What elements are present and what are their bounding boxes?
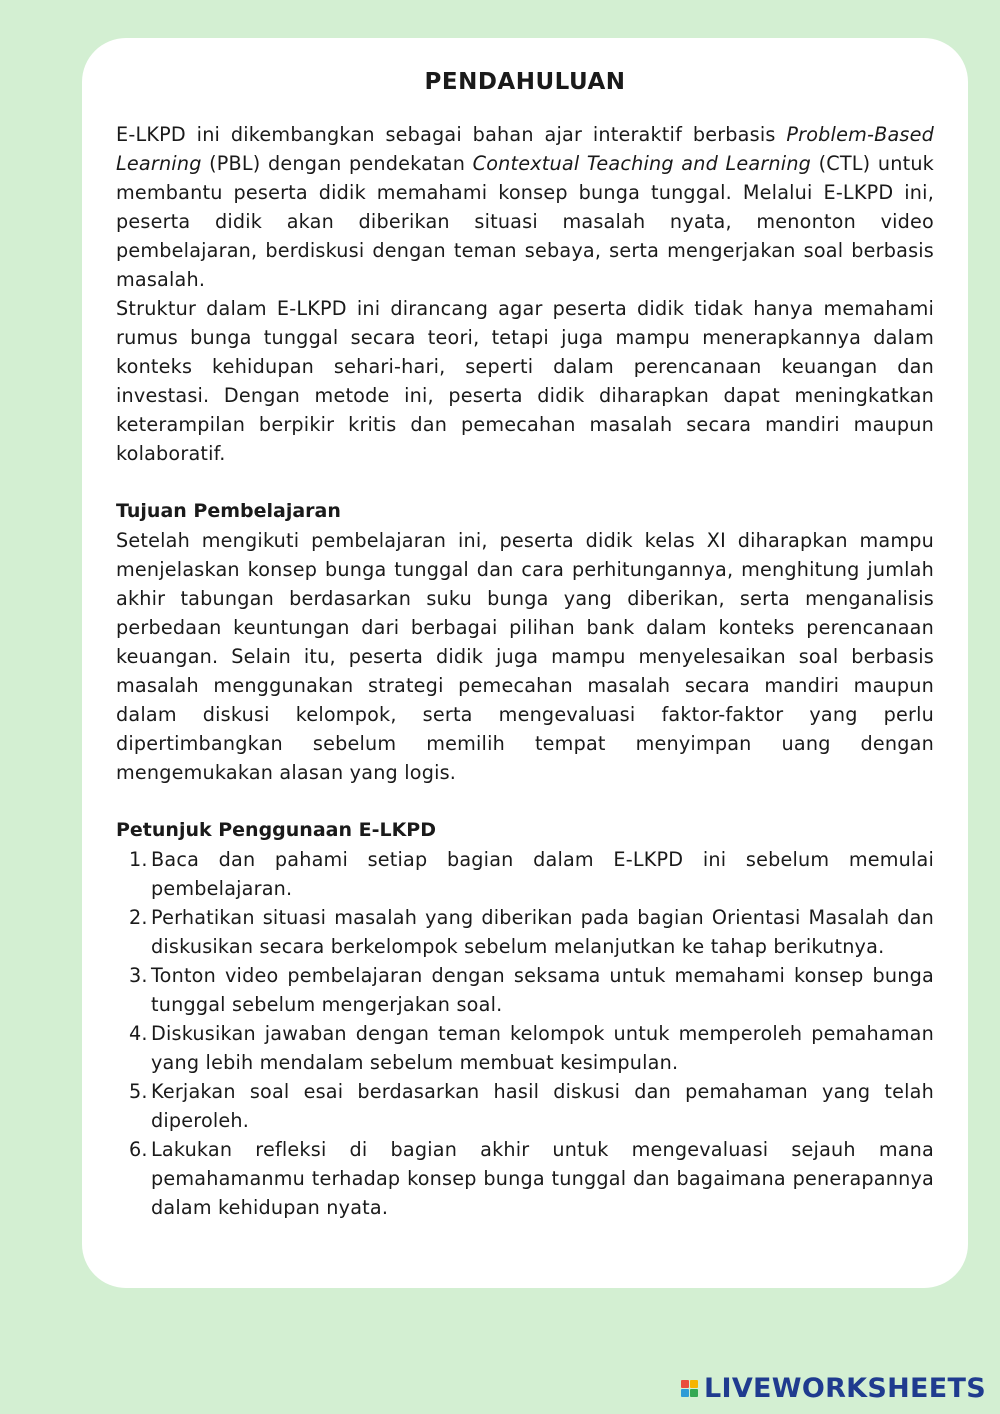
page-title: PENDAHULUAN	[424, 69, 626, 95]
list-item	[129, 1019, 934, 1077]
intro-text-3: (CTL) untuk membantu peserta didik memahami konsep bunga tunggal. Melalui E-LKPD ini, peserta didik akan diberikan situasi masalah nyata, menonton video pembelajaran, berdiskusi dengan teman sebaya, serta mengerjakan soal berbasis masalah.	[116, 152, 934, 291]
list-item-number: 4.	[129, 1022, 148, 1045]
list-item-text: Tonton video pembelajaran dengan seksama untuk memahami konsep bunga tunggal sebelum mengerjakan soal.	[151, 964, 934, 1016]
list-item-number: 3.	[129, 964, 148, 987]
content-card	[82, 38, 968, 1288]
list-item	[129, 1135, 934, 1222]
intro-emphasis-ctl: Contextual Teaching and Learning	[472, 152, 812, 175]
list-item-text: Perhatikan situasi masalah yang diberikan pada bagian Orientasi Masalah dan diskusikan secara berkelompok sebelum melanjutkan ke tahap berikutnya.	[151, 906, 934, 958]
liveworksheets-brand[interactable]	[681, 1373, 986, 1404]
list-item-number: 2.	[129, 906, 148, 929]
intro-text-2: (PBL) dengan pendekatan	[201, 152, 473, 175]
logo-square-green	[690, 1389, 698, 1397]
list-item-number: 6.	[129, 1138, 148, 1161]
logo-square-red	[681, 1380, 689, 1388]
intro-text-1: E-LKPD ini dikembangkan sebagai bahan ajar interaktif berbasis	[116, 123, 787, 146]
list-item-number: 5.	[129, 1080, 148, 1103]
list-item	[129, 961, 934, 1019]
instructions-heading: Petunjuk Penggunaan E-LKPD	[116, 819, 437, 841]
list-item	[129, 1077, 934, 1135]
liveworksheets-logo-icon	[681, 1380, 698, 1397]
list-item-text: Kerjakan soal esai berdasarkan hasil diskusi dan pemahaman yang telah diperoleh.	[151, 1080, 934, 1132]
spacer	[116, 468, 934, 497]
instructions-list	[116, 845, 934, 1222]
brand-name: LIVEWORKSHEETS	[703, 1373, 986, 1404]
goals-heading: Tujuan Pembelajaran	[116, 500, 341, 522]
list-item-text: Lakukan refleksi di bagian akhir untuk mengevaluasi sejauh mana pemahamanmu terhadap konsep bunga tunggal dan bagaimana penerapannya dalam kehidupan nyata.	[151, 1138, 934, 1219]
list-item-number: 1.	[129, 848, 148, 871]
list-item-text: Baca dan pahami setiap bagian dalam E-LKPD ini sebelum memulai pembelajaran.	[151, 848, 934, 900]
goals-paragraph: Setelah mengikuti pembelajaran ini, peserta didik kelas XI diharapkan mampu menjelaskan konsep bunga tunggal dan cara perhitungannya, menghitung jumlah akhir tabungan berdasarkan suku bunga yang diberikan, serta menganalisis perbedaan keuntungan dari berbagai pilihan bank dalam konteks perencanaan keuangan. Selain itu, peserta didik juga mampu menyelesaikan soal berbasis masalah menggunakan strategi pemecahan masalah secara mandiri maupun dalam diskusi kelompok, serta mengevaluasi faktor-faktor yang perlu dipertimbangkan sebelum memilih tempat menyimpan uang dengan mengemukakan alasan yang logis.	[116, 529, 934, 784]
intro-paragraph-2: Struktur dalam E-LKPD ini dirancang agar peserta didik tidak hanya memahami rumus bunga tunggal secara teori, tetapi juga mampu menerapkannya dalam konteks kehidupan sehari-hari, seperti dalam perencanaan keuangan dan investasi. Dengan metode ini, peserta didik diharapkan dapat meningkatkan keterampilan berpikir kritis dan pemecahan masalah secara mandiri maupun kolaboratif.	[116, 297, 934, 465]
list-item	[129, 845, 934, 903]
intro-emphasis-pbl: Problem-Based Learning	[116, 123, 934, 175]
spacer	[116, 787, 934, 816]
list-item	[129, 903, 934, 961]
logo-square-yellow	[690, 1380, 698, 1388]
list-item-text: Diskusikan jawaban dengan teman kelompok untuk memperoleh pemahaman yang lebih mendalam sebelum membuat kesimpulan.	[151, 1022, 934, 1074]
logo-square-blue	[681, 1389, 689, 1397]
intro-paragraph-1	[116, 120, 934, 294]
